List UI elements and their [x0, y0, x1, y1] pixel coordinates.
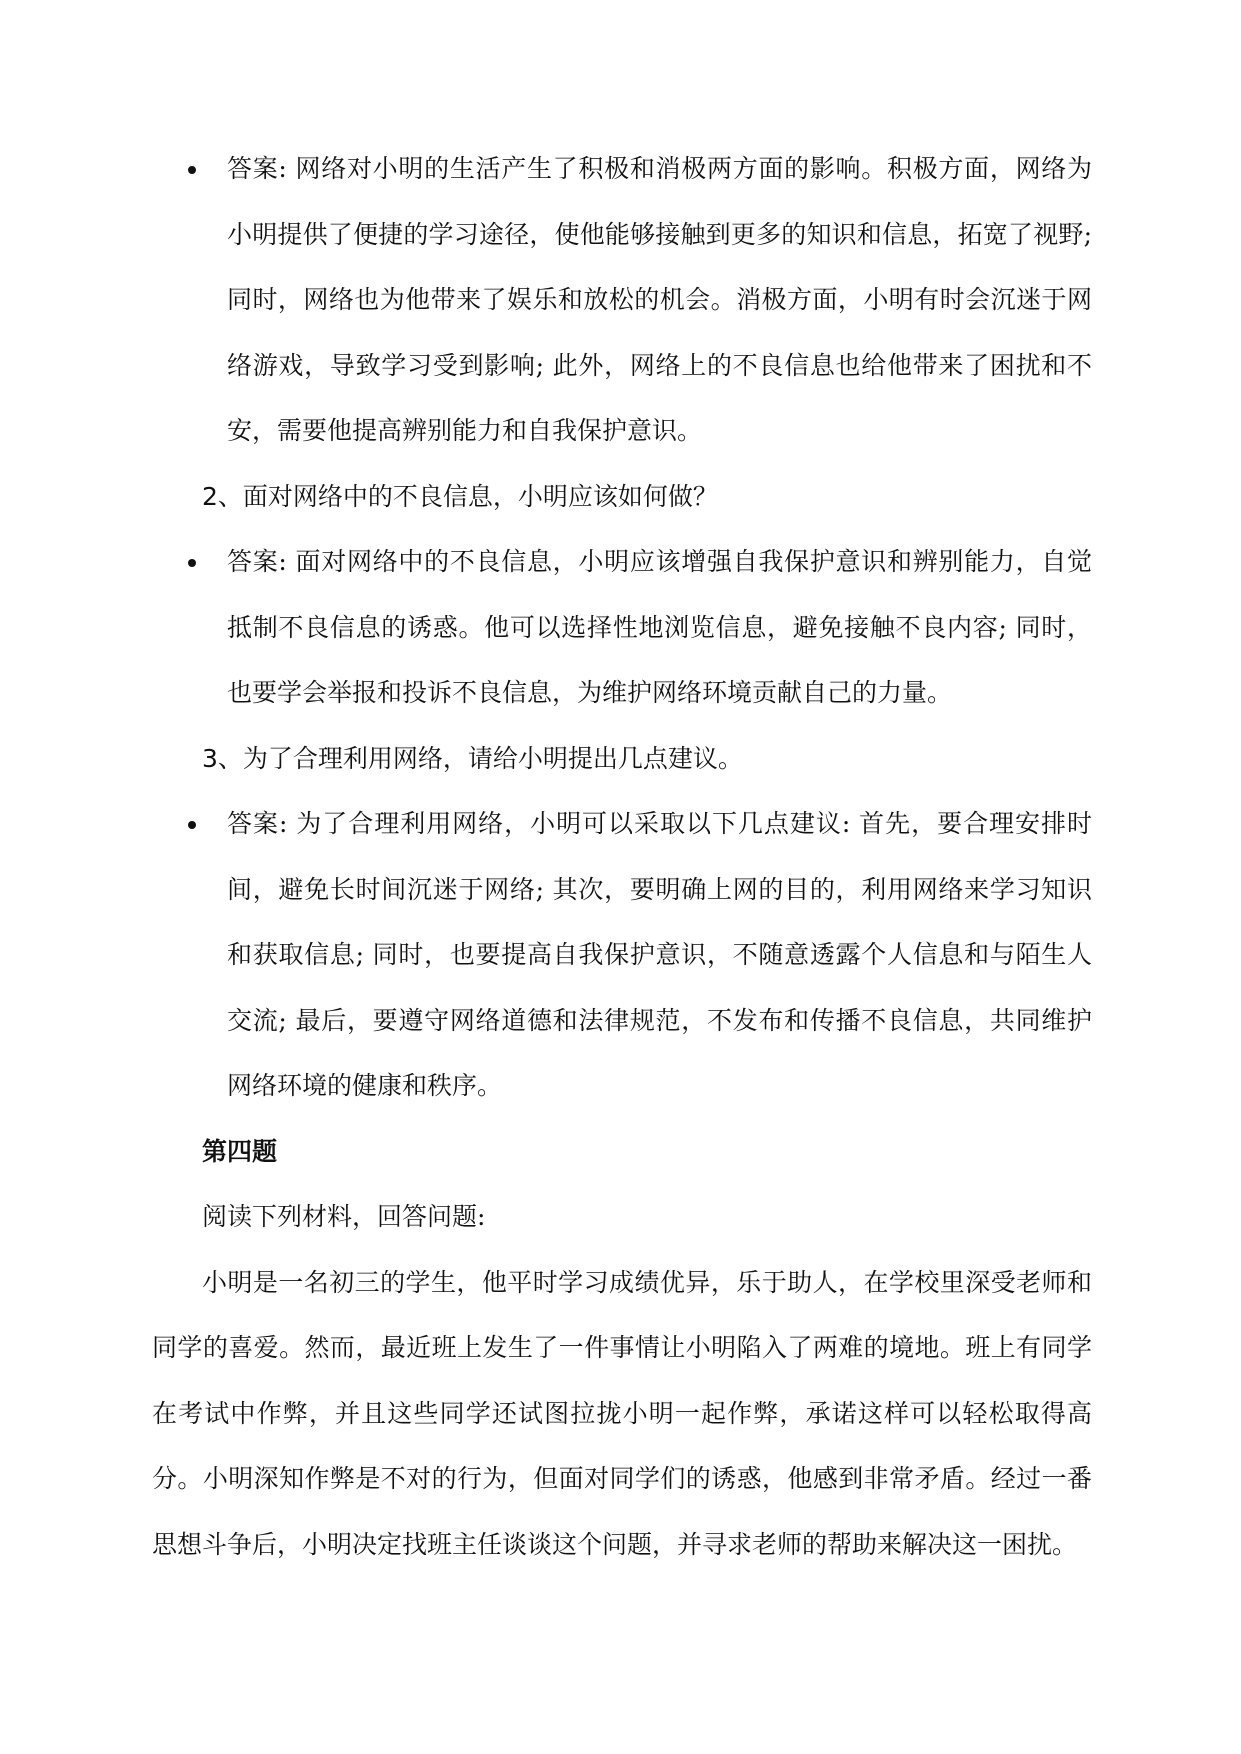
answer-text-2: 答案: 面对网络中的不良信息，小明应该增强自我保护意识和辨别能力，自觉抵制不良信息的诱惑。他可以选择性地浏览信息，避免接触不良内容; 同时，也要学会举报和投诉不良信息，为维护网络环境贡献自己的力量。: [227, 547, 1092, 707]
question-3-text: 、为了合理利用网络，请给小明提出几点建议。: [217, 743, 743, 773]
question-2: [152, 464, 1092, 530]
bullet-icon: [188, 166, 196, 174]
answer-text-3: 答案: 为了合理利用网络，小明可以采取以下几点建议: 首先，要合理安排时间，避免长时间沉迷于网络; 其次，要明确上网的目的，利用网络来学习知识和获取信息; 同时，也要提高自我保护意识，不随意透露个人信息和与陌生人交流; 最后，要遵守网络道德和法律规范，不发布和传播不良信息，共同维护网络环境的健康和秩序。: [227, 809, 1092, 1100]
material-paragraph: 小明是一名初三的学生，他平时学习成绩优异，乐于助人，在学校里深受老师和同学的喜爱。然而，最近班上发生了一件事情让小明陷入了两难的境地。班上有同学在考试中作弊，并且这些同学还试图拉拢小明一起作弊，承诺这样可以轻松取得高分。小明深知作弊是不对的行为，但面对同学们的诱惑，他感到非常矛盾。经过一番思想斗争后，小明决定找班主任谈谈这个问题，并寻求老师的帮助来解决这一困扰。: [152, 1267, 1092, 1559]
document-content: [152, 136, 1092, 1577]
question-3-number: 3: [202, 743, 218, 773]
bullet-icon: [188, 559, 196, 567]
question-3: [152, 726, 1092, 792]
answer-item-1: [152, 136, 1092, 464]
section-heading: 第四题: [202, 1136, 278, 1166]
answer-item-2: [152, 529, 1092, 726]
question-2-text: 、面对网络中的不良信息，小明应该如何做？: [217, 481, 718, 511]
question-2-number: 2: [202, 481, 218, 511]
answer-item-3: [152, 791, 1092, 1119]
bullet-icon: [188, 821, 196, 829]
answer-text-1: 答案: 网络对小明的生活产生了积极和消极两方面的影响。积极方面，网络为小明提供了便捷的学习途径，使他能够接触到更多的知识和信息，拓宽了视野; 同时，网络也为他带来了娱乐和放松的机会。消极方面，小明有时会沉迷于网络游戏，导致学习受到影响; 此外，网络上的不良信息也给他带来了困扰和不安，需要他提高辨别能力和自我保护意识。: [227, 154, 1092, 445]
instruction-paragraph: 阅读下列材料，回答问题:: [202, 1202, 486, 1231]
